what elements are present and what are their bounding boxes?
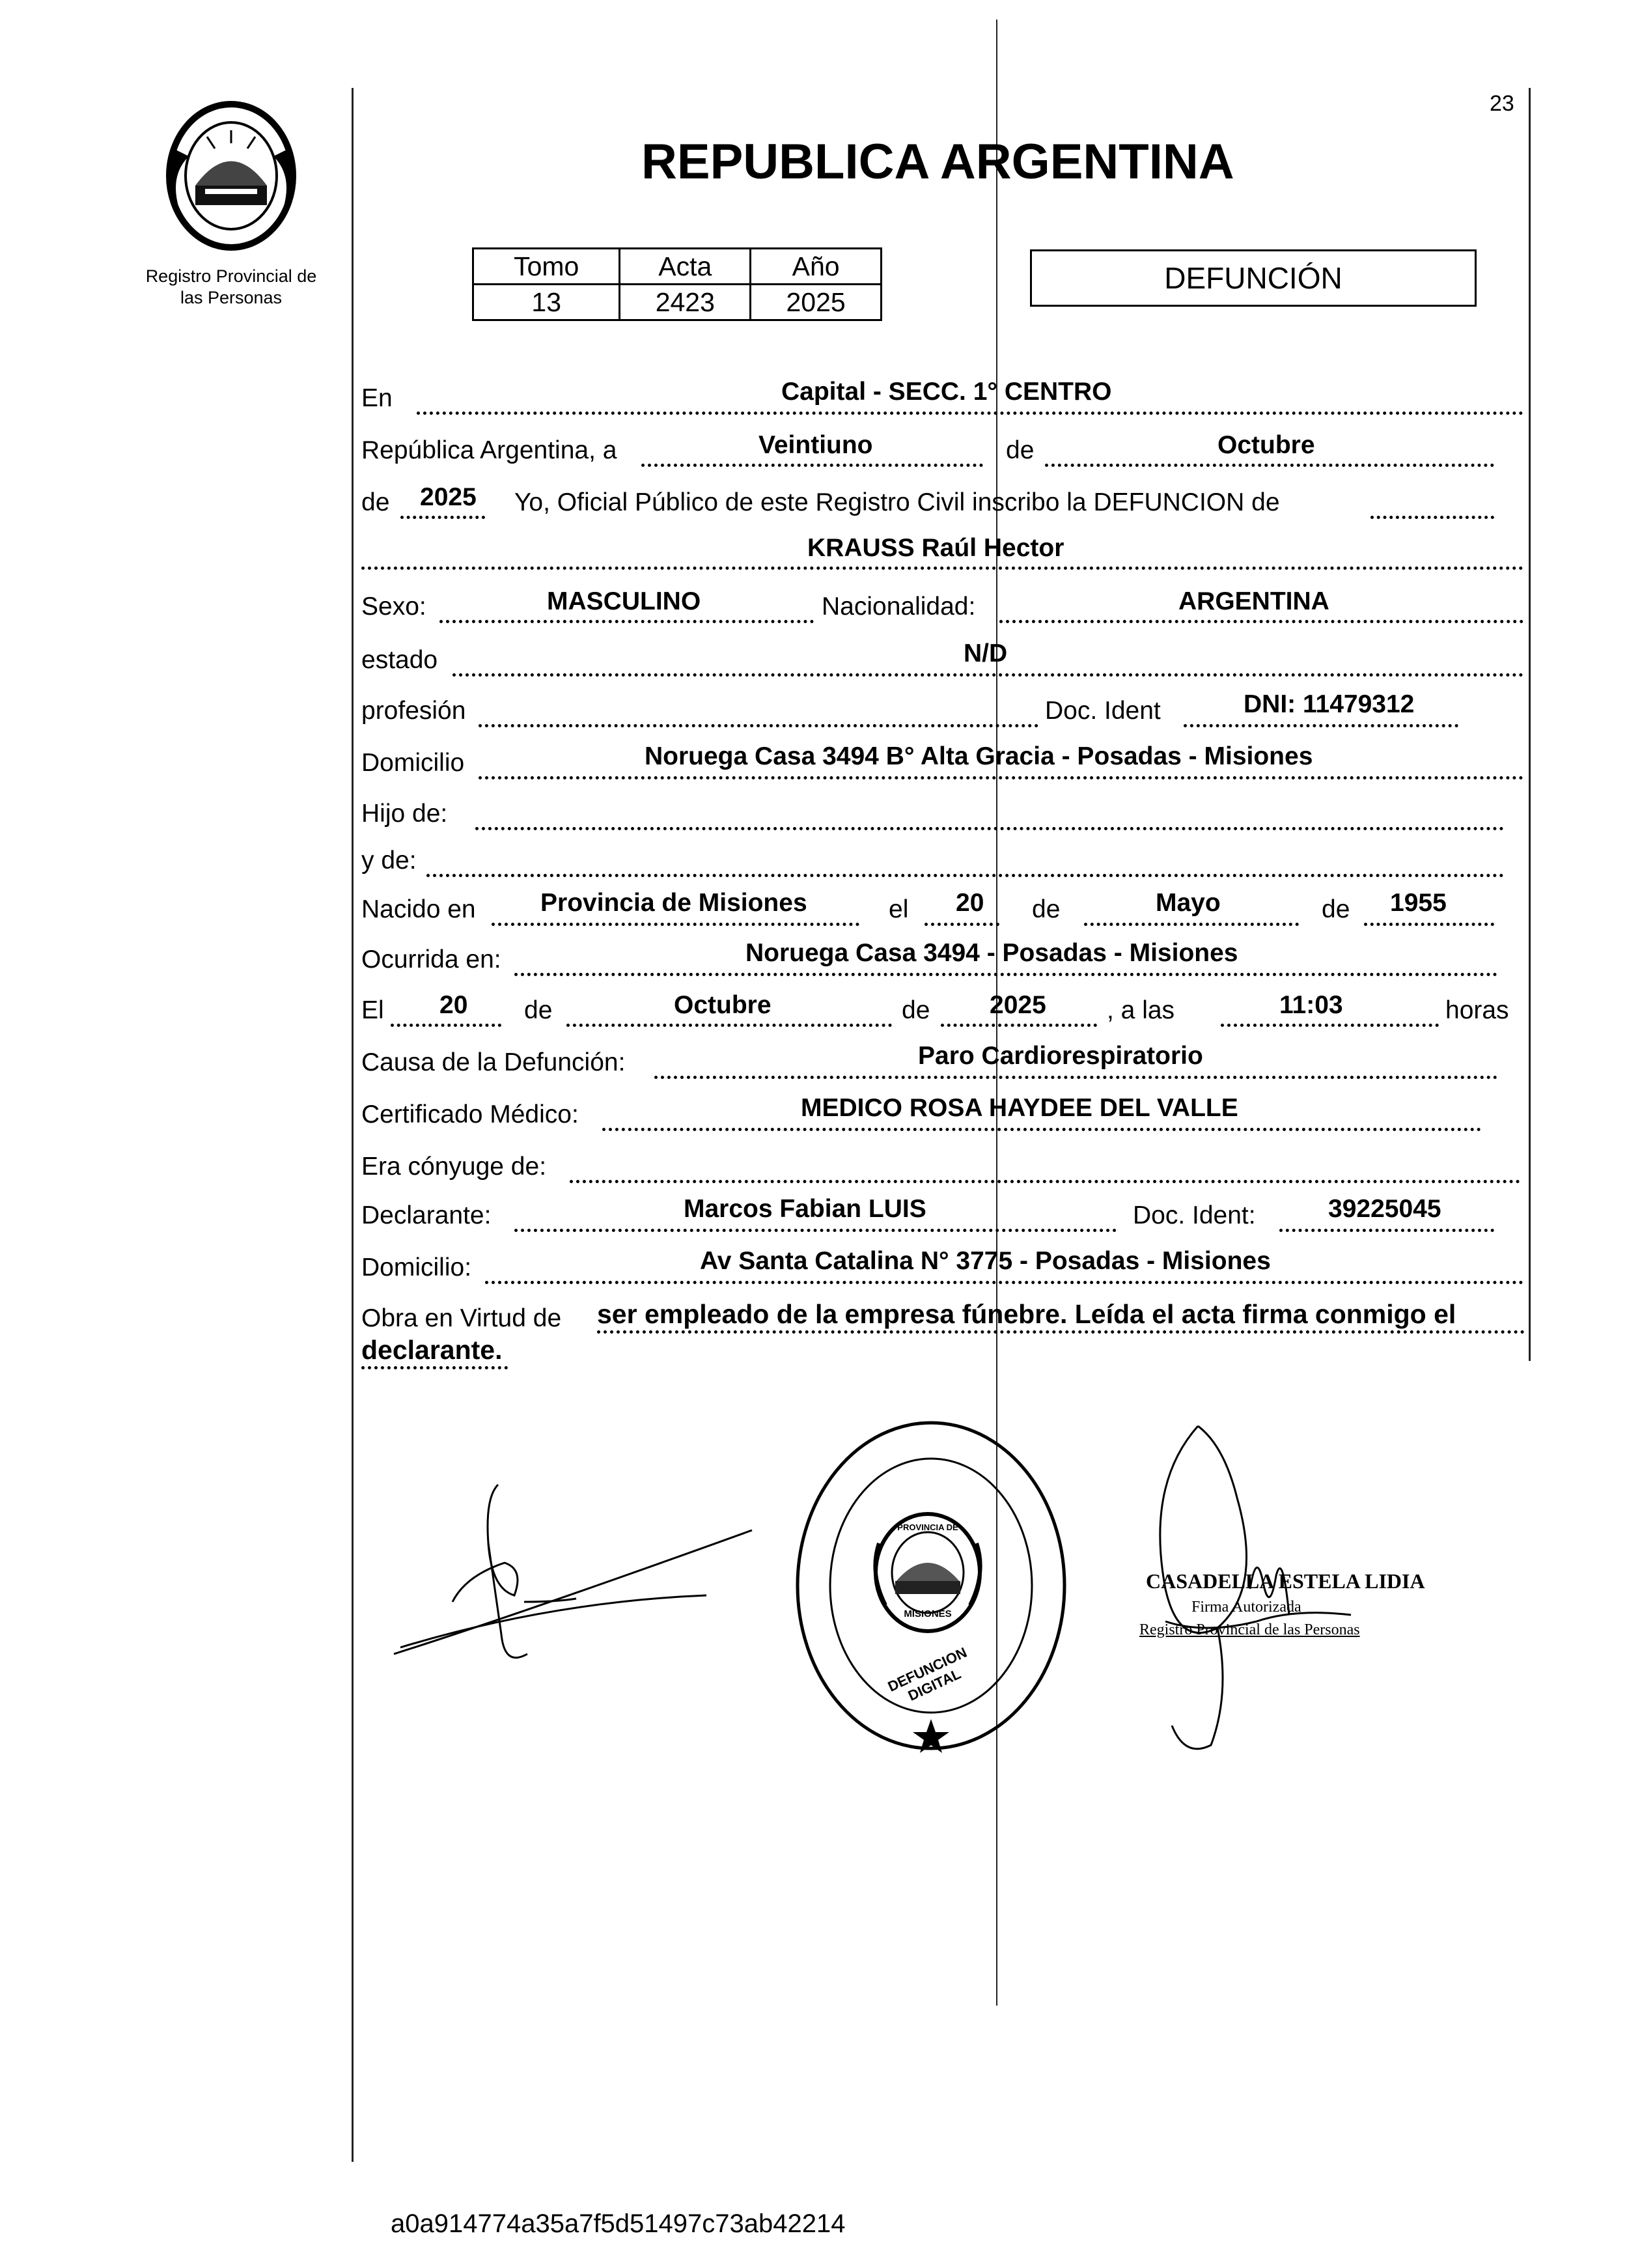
- ocurrida-dotline: [514, 973, 1497, 976]
- death-time: 11:03: [1279, 991, 1343, 1019]
- obra-dotline1: [597, 1330, 1525, 1334]
- estado-label: estado: [361, 646, 438, 674]
- declarante-value: Marcos Fabian LUIS: [684, 1195, 926, 1223]
- sexo-value: MASCULINO: [547, 587, 701, 615]
- yde-dotline: [426, 874, 1504, 877]
- decl-doc-label: Doc. Ident:: [1133, 1201, 1256, 1229]
- death-de2-label: de: [902, 996, 930, 1024]
- page-number: 23: [1490, 91, 1514, 116]
- inscribo-text: Yo, Oficial Público de este Registro Civil inscribo la DEFUNCION de: [514, 488, 1280, 516]
- declarant-signature: [387, 1472, 765, 1667]
- country-title: REPUBLICA ARGENTINA: [641, 134, 1234, 189]
- official-role: Firma Autorizada: [1191, 1599, 1301, 1616]
- birth-day-dotline: [925, 923, 999, 926]
- domicilio-dotline: [479, 776, 1523, 779]
- obra-label: Obra en Virtud de: [361, 1304, 562, 1332]
- name-dotline: [361, 567, 1523, 570]
- death-day: 20: [439, 991, 468, 1019]
- year: 2025: [420, 483, 477, 511]
- death-el-label: El: [361, 996, 384, 1024]
- certificado-label: Certificado Médico:: [361, 1100, 579, 1128]
- birth-year: 1955: [1390, 889, 1447, 917]
- nacido-value: Provincia de Misiones: [540, 889, 807, 917]
- month-dotline: [1045, 464, 1494, 467]
- birth-de2-label: de: [1322, 895, 1350, 923]
- day-dotline: [641, 464, 983, 467]
- registry-name: Registro Provincial de las Personas: [145, 266, 317, 307]
- year-prefix-label: de: [361, 488, 390, 516]
- en-value: Capital - SECC. 1° CENTRO: [781, 378, 1112, 406]
- nacido-label: Nacido en: [361, 895, 476, 923]
- declarante-label: Declarante:: [361, 1201, 492, 1229]
- registry-stamp: [788, 1413, 1074, 1758]
- causa-value: Paro Cardiorespiratorio: [918, 1042, 1203, 1070]
- causa-label: Causa de la Defunción:: [361, 1048, 626, 1076]
- declarante-dotline: [514, 1229, 1117, 1232]
- alas-label: , a las: [1107, 996, 1175, 1024]
- year-dotline: [400, 516, 485, 519]
- table-header-tomo: Tomo: [473, 249, 620, 285]
- month-de-label: de: [1006, 436, 1035, 464]
- causa-dotline: [654, 1076, 1497, 1079]
- right-margin-line: [1529, 88, 1531, 1361]
- certificado-value: MEDICO ROSA HAYDEE DEL VALLE: [801, 1094, 1238, 1122]
- death-year: 2025: [990, 991, 1046, 1019]
- sexo-label: Sexo:: [361, 593, 426, 621]
- birth-day: 20: [956, 889, 984, 917]
- nacionalidad-label: Nacionalidad:: [822, 593, 976, 621]
- profesion-dotline: [479, 724, 1038, 727]
- document-hash: a0a914774a35a7f5d51497c73ab42214: [391, 2209, 846, 2238]
- birth-month: Mayo: [1156, 889, 1221, 917]
- stamp-inner-seal-bottom: MISIONES: [904, 1608, 952, 1619]
- day-words: Veintiuno: [758, 431, 873, 459]
- record-table: [472, 247, 882, 321]
- death-day-dotline: [391, 1024, 501, 1027]
- obra-dotline2: [361, 1366, 508, 1369]
- birth-de1-label: de: [1032, 895, 1061, 923]
- doc-ident-dotline: [1184, 724, 1458, 727]
- domicilio-label: Domicilio: [361, 749, 465, 777]
- domicilio-value: Noruega Casa 3494 B° Alta Gracia - Posadas - Misiones: [645, 742, 1313, 770]
- left-margin-line: [352, 88, 354, 2162]
- doc-ident-label: Doc. Ident: [1045, 697, 1161, 725]
- table-header-acta: Acta: [620, 249, 751, 285]
- official-office: Registro Provincial de las Personas: [1139, 1621, 1360, 1638]
- hijo-label: Hijo de:: [361, 800, 448, 828]
- table-value-acta: 2423: [620, 285, 751, 320]
- death-year-dotline: [941, 1024, 1097, 1027]
- nacido-dotline: [492, 923, 859, 926]
- sexo-dotline: [439, 620, 814, 623]
- en-dotline: [417, 412, 1523, 415]
- decl-doc-value: 39225045: [1328, 1195, 1441, 1223]
- estado-value: N/D: [964, 639, 1008, 667]
- obra-value-line2: declarante.: [361, 1335, 503, 1365]
- province-seal-logo: [150, 98, 313, 254]
- obra-value-line1: ser empleado de la empresa fúnebre. Leída el acta firma conmigo el: [597, 1299, 1456, 1329]
- table-value-tomo: 13: [473, 285, 620, 320]
- stamp-inner-text: DEFUNCION DIGITAL: [885, 1644, 969, 1704]
- birth-month-dotline: [1084, 923, 1299, 926]
- decl-domicilio-dotline: [485, 1281, 1523, 1284]
- stamp-inner-seal-top: PROVINCIA DE: [897, 1522, 958, 1532]
- official-name: CASADELLA ESTELA LIDIA: [1146, 1569, 1425, 1593]
- death-time-dotline: [1221, 1024, 1439, 1027]
- record-type: DEFUNCIÓN: [1164, 261, 1342, 295]
- republica-label: República Argentina, a: [361, 436, 617, 464]
- death-de1-label: de: [524, 996, 553, 1024]
- hijo-dotline: [475, 827, 1504, 830]
- en-label: En: [361, 384, 393, 412]
- doc-ident-value: DNI: 11479312: [1244, 690, 1415, 718]
- death-month: Octubre: [674, 991, 772, 1019]
- table-value-anio: 2025: [751, 285, 882, 320]
- birth-year-dotline: [1364, 923, 1494, 926]
- decl-domicilio-label: Domicilio:: [361, 1253, 472, 1281]
- table-header-anio: Año: [751, 249, 882, 285]
- ocurrida-value: Noruega Casa 3494 - Posadas - Misiones: [745, 939, 1238, 967]
- conyuge-dotline: [570, 1180, 1520, 1183]
- inscribo-dotline: [1370, 516, 1494, 519]
- horas-label: horas: [1445, 996, 1509, 1024]
- death-month-dotline: [566, 1024, 892, 1027]
- record-type-box: [1030, 249, 1477, 307]
- ocurrida-label: Ocurrida en:: [361, 945, 501, 973]
- deceased-name: KRAUSS Raúl Hector: [807, 534, 1064, 562]
- yde-label: y de:: [361, 847, 417, 875]
- birth-el-label: el: [889, 895, 909, 923]
- estado-dotline: [452, 673, 1523, 677]
- profesion-label: profesión: [361, 697, 466, 725]
- month: Octubre: [1217, 431, 1315, 459]
- certificado-dotline: [602, 1128, 1481, 1131]
- nacionalidad-dotline: [999, 620, 1523, 623]
- nacionalidad-value: ARGENTINA: [1178, 587, 1329, 615]
- decl-doc-dotline: [1279, 1229, 1494, 1232]
- decl-domicilio-value: Av Santa Catalina N° 3775 - Posadas - Misiones: [700, 1247, 1271, 1275]
- conyuge-label: Era cónyuge de:: [361, 1153, 547, 1181]
